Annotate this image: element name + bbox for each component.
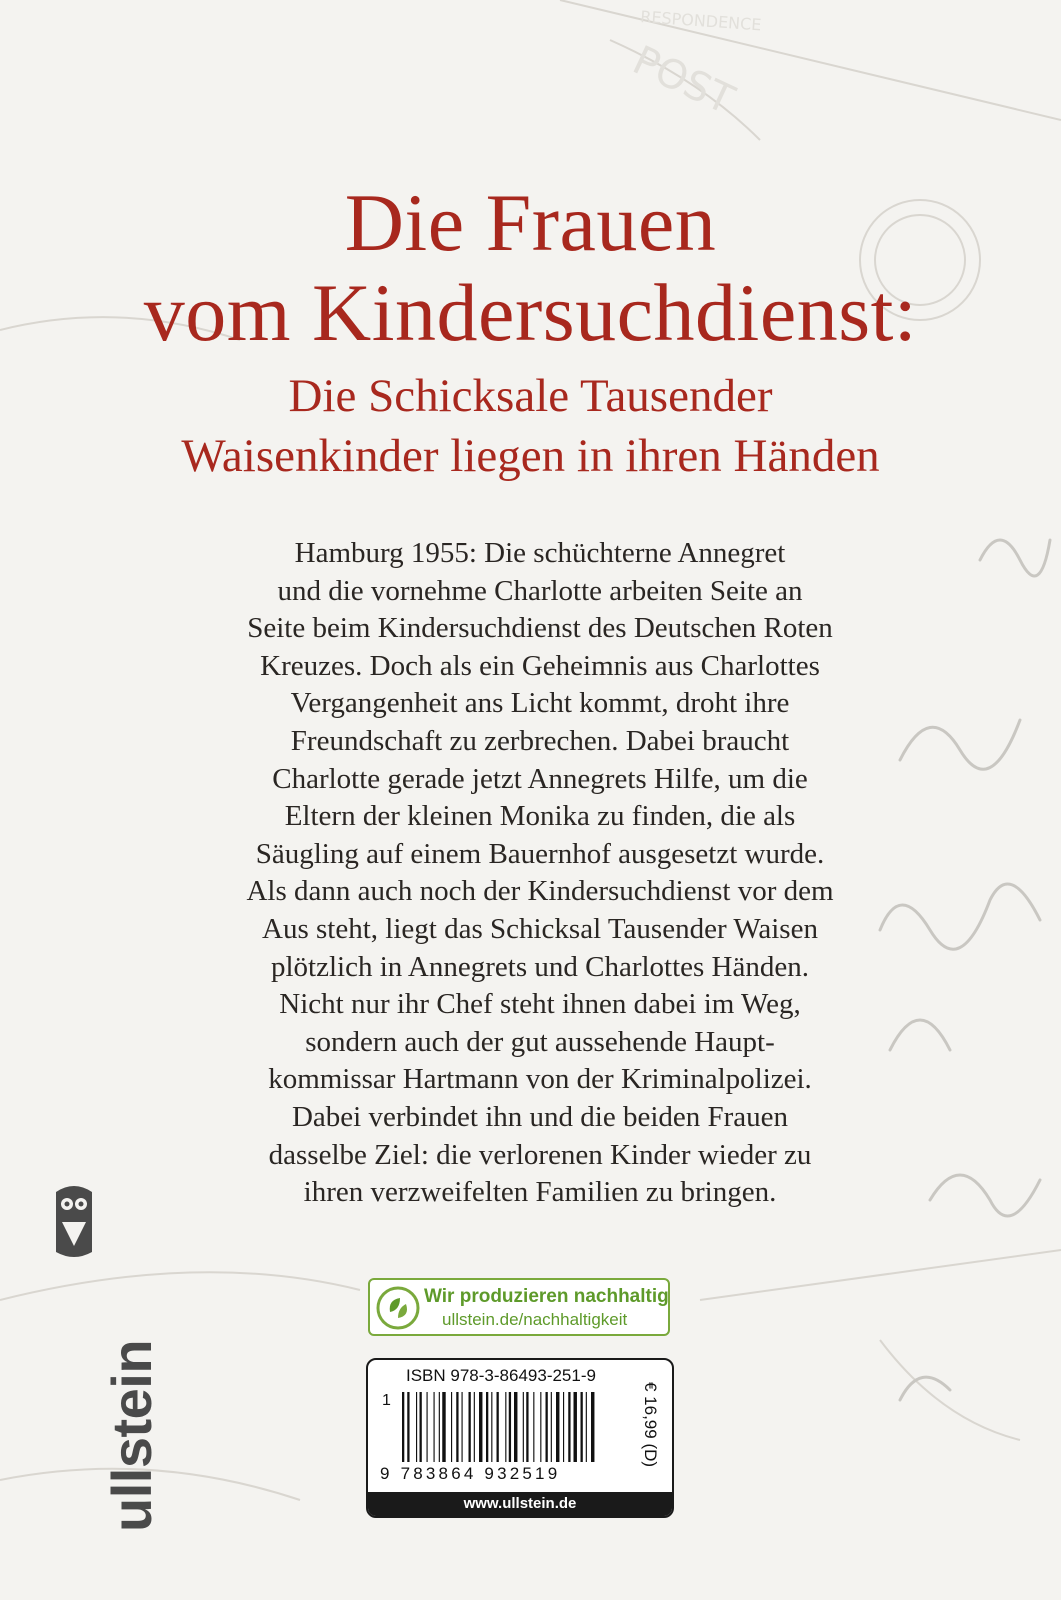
sustainability-url: ullstein.de/nachhaltigkeit (442, 1310, 628, 1329)
blurb-line: dasselbe Ziel: die verlorenen Kinder wieder zu (268, 1138, 812, 1171)
blurb-line: Dabei verbindet ihn und die beiden Frauen (291, 1100, 789, 1133)
sustainability-title: Wir produzieren nachhaltig (424, 1286, 669, 1307)
barcode-digits: 9 783864 932519 (380, 1464, 561, 1483)
blurb-line: Freundschaft zu zerbrechen. Dabei braucht (290, 724, 790, 757)
svg-text:POST: POST (625, 37, 741, 124)
blurb-line: Hamburg 1955: Die schüchterne Annegret (294, 537, 786, 569)
blurb-line: kommissar Hartmann von der Kriminalpolizei. (268, 1063, 812, 1096)
blurb-line: Kreuzes. Doch als ein Geheimnis aus Charlottes (260, 649, 820, 682)
book-subtitle-line-2: Waisenkinder liegen in ihren Händen (181, 430, 880, 482)
blurb-line: Säugling auf einem Bauernhof ausgesetzt wurde. (255, 837, 825, 870)
sustainability-badge (368, 1278, 670, 1336)
blurb-line: Nicht nur ihr Chef steht ihnen dabei im Weg, (279, 988, 801, 1021)
isbn-number: ISBN 978-3-86493-251-9 (406, 1366, 596, 1385)
book-subtitle-line-1: Die Schicksale Tausender (288, 370, 773, 422)
book-title-line-1: Die Frauen (344, 177, 717, 268)
barcode-prefix: 1 (382, 1392, 391, 1409)
book-blurb (140, 535, 940, 1212)
price: € 16,99 (D) (641, 1382, 660, 1468)
blurb-line: ihren verzweifelten Familien zu bringen. (303, 1176, 777, 1209)
blurb-line: Eltern der kleinen Monika zu finden, die als (284, 800, 796, 833)
blurb-line: und die vornehme Charlotte arbeiten Seite an (277, 574, 803, 607)
barcode-box (366, 1358, 674, 1518)
blurb-line: Vergangenheit ans Licht kommt, droht ihre (290, 687, 790, 720)
blurb-line: Charlotte gerade jetzt Annegrets Hilfe, um die (272, 762, 808, 795)
owl-icon (52, 1182, 96, 1262)
publisher-logo (38, 1182, 163, 1532)
svg-text:RESPONDENCE: RESPONDENCE (639, 7, 763, 35)
book-title-line-2: vom Kindersuchdienst: (143, 267, 918, 358)
publisher-website: www.ullstein.de (368, 1492, 672, 1516)
publisher-name: ullstein (100, 1339, 163, 1532)
blurb-line: Seite beim Kindersuchdienst des Deutschen Roten (247, 612, 833, 645)
blurb-line: sondern auch der gut aussehende Haupt- (305, 1025, 775, 1058)
leaf-recycle-icon (376, 1286, 420, 1330)
blurb-line: plötzlich in Annegrets und Charlottes Händen. (270, 950, 809, 983)
blurb-line: Aus steht, liegt das Schicksal Tausender Waisen (262, 912, 818, 945)
blurb-line: Als dann auch noch der Kindersuchdienst vor dem (246, 875, 834, 908)
